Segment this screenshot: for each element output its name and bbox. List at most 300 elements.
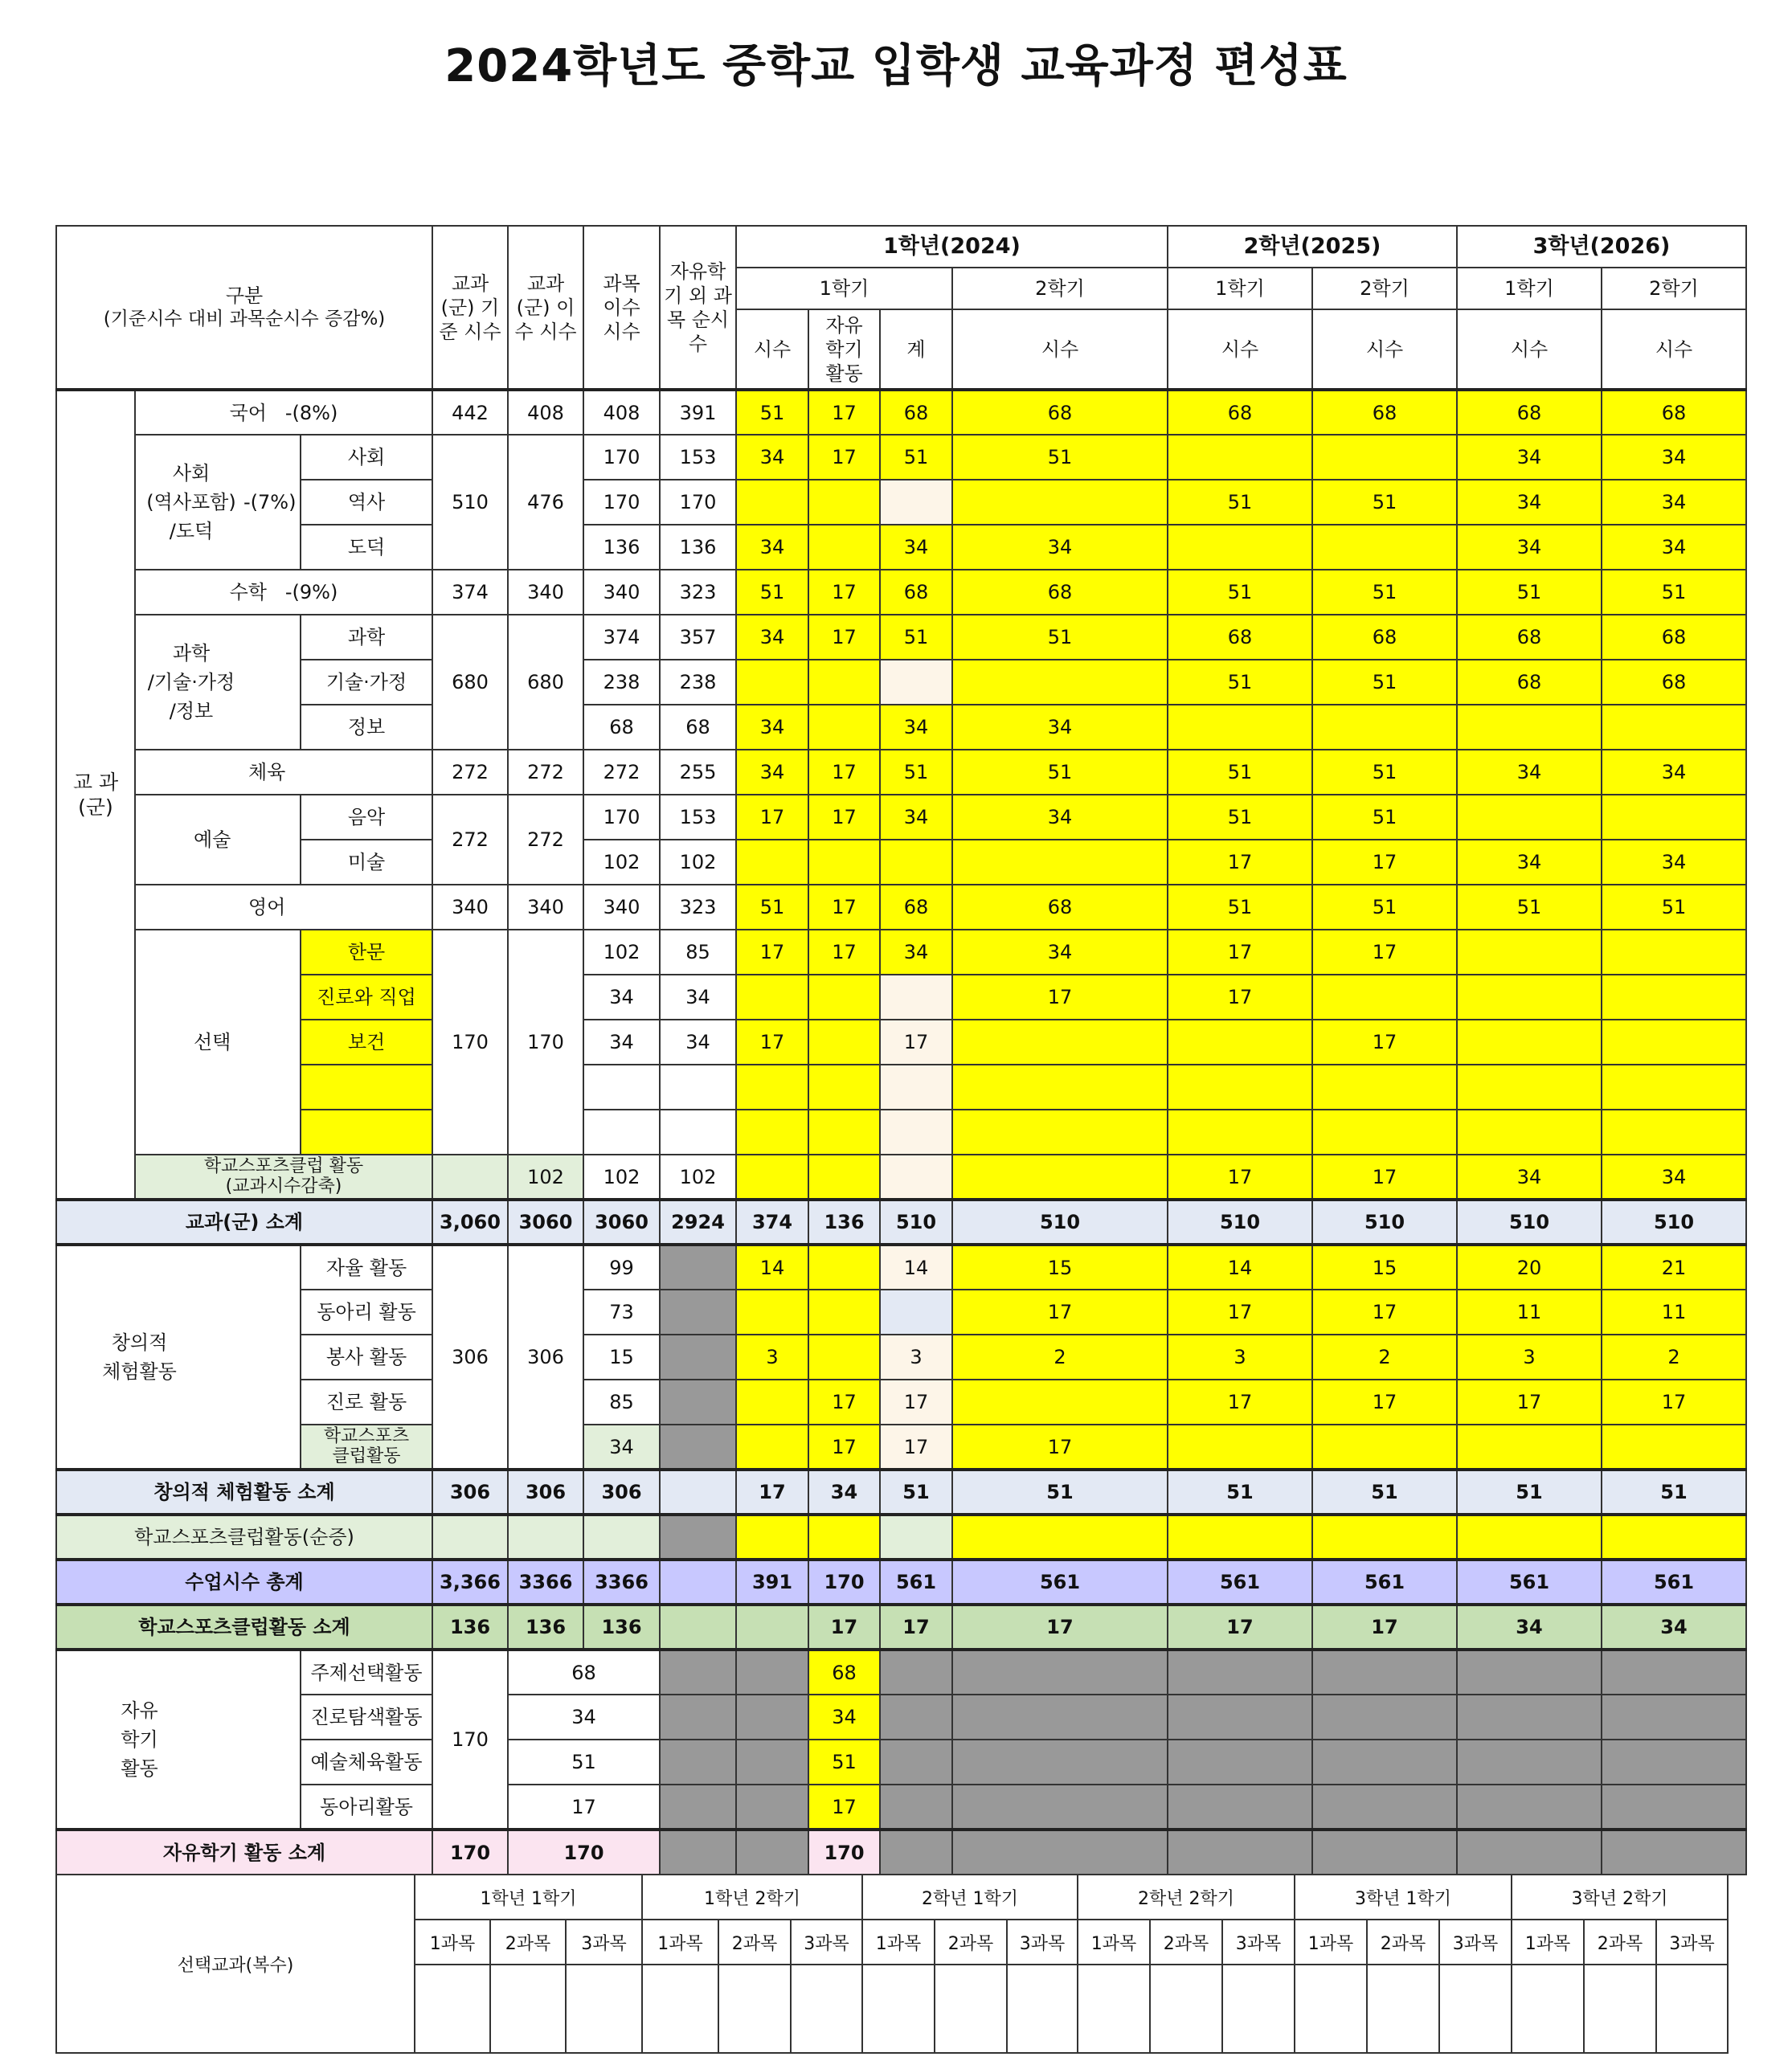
row-autonomy xyxy=(56,1245,1746,1290)
cell-v: 51 xyxy=(736,885,808,930)
cell-v: 68 xyxy=(1168,390,1312,435)
course-cell xyxy=(791,1965,862,2053)
cell-v: 68 xyxy=(1602,615,1746,660)
cell-v: 510 xyxy=(1457,1200,1602,1245)
header-year2: 2학년(2025) xyxy=(1168,226,1457,268)
cell-gray xyxy=(952,1695,1168,1740)
cell-v: 34 xyxy=(880,525,952,570)
course-cell xyxy=(1222,1965,1295,2053)
row-hanmun xyxy=(56,930,1746,975)
cell-free-hours: 51 xyxy=(508,1740,660,1785)
label-service: 봉사 활동 xyxy=(301,1335,432,1380)
cell-v: 51 xyxy=(880,615,952,660)
cell-v: 17 xyxy=(880,1020,952,1065)
cell-net-gray xyxy=(660,1830,736,1875)
course-label: 1과목 xyxy=(1078,1920,1150,1965)
cell-gray xyxy=(736,1830,808,1875)
cell-v: 391 xyxy=(736,1560,808,1605)
cell-v: 15 xyxy=(952,1245,1168,1290)
cell-v: 17 xyxy=(808,1380,880,1425)
cell-subj: 272 xyxy=(583,750,660,795)
cell-base: 3,366 xyxy=(432,1560,508,1605)
label-autonomy: 자율 활동 xyxy=(301,1245,432,1290)
semester-label: 1학년 1학기 xyxy=(415,1875,642,1920)
cell-v: 17 xyxy=(1312,840,1457,885)
label-music: 음악 xyxy=(301,795,432,840)
cell-free-hours: 34 xyxy=(508,1695,660,1740)
cell-v xyxy=(808,1335,880,1380)
cell-v: 11 xyxy=(1457,1290,1602,1335)
row-pe xyxy=(56,750,1746,795)
cell-net-gray xyxy=(660,1515,736,1560)
cell-done: 3366 xyxy=(508,1560,583,1605)
cell-v xyxy=(880,1290,952,1335)
row-career-activity xyxy=(56,1380,1746,1425)
semester-label: 2학년 2학기 xyxy=(1078,1875,1295,1920)
cell-v: 34 xyxy=(1602,480,1746,525)
cell-v xyxy=(952,1155,1168,1200)
cell-gray xyxy=(1168,1650,1312,1695)
cell-v xyxy=(736,480,808,525)
row-science xyxy=(56,615,1746,660)
cell-gray xyxy=(1312,1740,1457,1785)
header-y1-sem2: 2학기 xyxy=(952,268,1168,309)
cell-v: 17 xyxy=(1168,1380,1312,1425)
cell-v: 3 xyxy=(1457,1335,1602,1380)
sci-group-l1: 과학 xyxy=(172,642,211,664)
cell-v: 17 xyxy=(1168,975,1312,1020)
cell-v: 34 xyxy=(736,750,808,795)
cell-v xyxy=(1457,705,1602,750)
cell-v xyxy=(1457,975,1602,1020)
cell-v: 51 xyxy=(1312,480,1457,525)
cell-net: 102 xyxy=(660,840,736,885)
cell-v: 561 xyxy=(1312,1560,1457,1605)
course-cell xyxy=(566,1965,642,2053)
sci-group-l3: /정보 xyxy=(169,700,214,722)
cell-v: 34 xyxy=(808,1470,880,1515)
cell-gray xyxy=(880,1695,952,1740)
cell-gray xyxy=(1602,1695,1746,1740)
label-health: 보건 xyxy=(301,1020,432,1065)
label-free-theme: 주제선택활동 xyxy=(301,1650,432,1695)
free-l2: 학기 xyxy=(121,1728,158,1751)
cell-subj: 99 xyxy=(583,1245,660,1290)
cell-gray xyxy=(1457,1830,1602,1875)
cell-v: 51 xyxy=(736,390,808,435)
cell-v: 34 xyxy=(1602,525,1746,570)
cell-subj: 170 xyxy=(583,435,660,480)
cell-v xyxy=(952,660,1168,705)
row-ethics xyxy=(56,525,1746,570)
course-cell xyxy=(1295,1965,1367,2053)
cell-v xyxy=(1312,1110,1457,1155)
cell-v xyxy=(736,1290,808,1335)
cell-v: 2 xyxy=(1312,1335,1457,1380)
cell-net xyxy=(660,1065,736,1110)
cell-v xyxy=(880,1155,952,1200)
cell-v: 561 xyxy=(1602,1560,1746,1605)
cell-v xyxy=(1457,930,1602,975)
label-elective-group: 선택 xyxy=(135,930,301,1155)
course-cell xyxy=(1656,1965,1728,2053)
cell-gray xyxy=(1602,1650,1746,1695)
cell-v: 17 xyxy=(1602,1380,1746,1425)
cell-v: 68 xyxy=(952,885,1168,930)
cell-v xyxy=(1457,1110,1602,1155)
cell-v xyxy=(1168,1425,1312,1470)
header-y2-sem2: 2학기 xyxy=(1312,268,1457,309)
semester-label: 3학년 1학기 xyxy=(1295,1875,1512,1920)
course-cell xyxy=(718,1965,791,2053)
row-math xyxy=(56,570,1746,615)
cell-v: 34 xyxy=(1457,1155,1602,1200)
cell-net-gray xyxy=(660,1650,736,1695)
korean-pct: -(8%) xyxy=(284,401,338,424)
cell-gray xyxy=(736,1695,808,1740)
cell-net: 85 xyxy=(660,930,736,975)
course-cell xyxy=(1367,1965,1439,2053)
cell-net: 153 xyxy=(660,435,736,480)
cell-v xyxy=(1168,1020,1312,1065)
row-sports-total xyxy=(56,1605,1746,1650)
cell-subj: 340 xyxy=(583,885,660,930)
cell-v: 68 xyxy=(1168,615,1312,660)
cell-v xyxy=(1457,1425,1602,1470)
cell-subj: 136 xyxy=(583,525,660,570)
cell-v: 68 xyxy=(1602,660,1746,705)
cell-subj: 85 xyxy=(583,1380,660,1425)
cell-gray xyxy=(736,1650,808,1695)
cell-free-hours: 17 xyxy=(508,1785,660,1830)
cell-v xyxy=(1312,525,1457,570)
cell-v: 68 xyxy=(1602,390,1746,435)
cell-v: 51 xyxy=(1312,660,1457,705)
cell-v: 34 xyxy=(736,525,808,570)
cell-v: 51 xyxy=(1602,885,1746,930)
cell-v xyxy=(1457,1065,1602,1110)
cell-gray xyxy=(1602,1740,1746,1785)
social-group-l1: 사회 xyxy=(172,462,211,485)
cell-subj: 374 xyxy=(583,615,660,660)
row-creative-total xyxy=(56,1470,1746,1515)
cell-v: 17 xyxy=(808,615,880,660)
cell-v: 51 xyxy=(808,1740,880,1785)
cell-v: 34 xyxy=(952,705,1168,750)
course-label: 1과목 xyxy=(415,1920,490,1965)
label-free-total: 자유학기 활동 소계 xyxy=(56,1830,432,1875)
cell-v xyxy=(736,1425,808,1470)
cell-subj: 136 xyxy=(583,1605,660,1650)
cell-v: 68 xyxy=(1312,390,1457,435)
course-label: 1과목 xyxy=(1512,1920,1584,1965)
cell-v: 68 xyxy=(1312,615,1457,660)
label-elective-plural: 선택교과(복수) xyxy=(56,1875,415,2053)
cell-v: 3 xyxy=(736,1335,808,1380)
row-health xyxy=(56,1020,1746,1065)
cell-v: 68 xyxy=(808,1650,880,1695)
label-pe: 체육 xyxy=(135,750,432,795)
label-sci-group xyxy=(135,615,301,750)
cell-done: 102 xyxy=(508,1155,583,1200)
row-korean xyxy=(56,390,1746,435)
cell-v: 17 xyxy=(1168,1155,1312,1200)
cell-v: 51 xyxy=(1457,570,1602,615)
cell-done: 170 xyxy=(508,930,583,1155)
course-label: 3과목 xyxy=(1439,1920,1512,1965)
row-social xyxy=(56,435,1746,480)
cell-done: 306 xyxy=(508,1470,583,1515)
course-cell xyxy=(1078,1965,1150,2053)
cell-v: 17 xyxy=(1168,1605,1312,1650)
cell-v xyxy=(736,1110,808,1155)
label-sports-total: 학교스포츠클럽활동 소계 xyxy=(56,1605,432,1650)
cell-v xyxy=(1457,1020,1602,1065)
cell-net: 323 xyxy=(660,885,736,930)
cell-gray xyxy=(736,1785,808,1830)
cell-gray xyxy=(880,1830,952,1875)
cell-v xyxy=(808,840,880,885)
cell-done: 272 xyxy=(508,795,583,885)
cell-subj xyxy=(583,1065,660,1110)
cell-v: 510 xyxy=(1168,1200,1312,1245)
cell-subj: 170 xyxy=(583,795,660,840)
cell-v: 51 xyxy=(1312,1470,1457,1515)
cell-v: 14 xyxy=(880,1245,952,1290)
cell-v: 510 xyxy=(1312,1200,1457,1245)
cell-v: 68 xyxy=(952,390,1168,435)
course-label: 2과목 xyxy=(490,1920,566,1965)
cell-v: 17 xyxy=(1312,1020,1457,1065)
sports-act-l2: 클럽활동 xyxy=(332,1445,401,1466)
semester-label: 3학년 2학기 xyxy=(1512,1875,1728,1920)
header-y3s2-hours: 시수 xyxy=(1602,309,1746,390)
header-year1: 1학년(2024) xyxy=(736,226,1168,268)
cell-net-gray xyxy=(660,1245,736,1290)
row-info xyxy=(56,705,1746,750)
cell-subj: 102 xyxy=(583,840,660,885)
cell-v: 510 xyxy=(1602,1200,1746,1245)
course-label: 2과목 xyxy=(1150,1920,1222,1965)
cell-v xyxy=(1168,525,1312,570)
course-label: 1과목 xyxy=(642,1920,718,1965)
cell-v xyxy=(736,1380,808,1425)
label-creative-total: 창의적 체험활동 소계 xyxy=(56,1470,432,1515)
course-label: 2과목 xyxy=(1584,1920,1656,1965)
cell-v xyxy=(736,840,808,885)
row-free-theme xyxy=(56,1650,1746,1695)
cell-subj: 102 xyxy=(583,1155,660,1200)
elective-plural-table xyxy=(55,1874,1729,2054)
cell-v xyxy=(1312,435,1457,480)
cell-v xyxy=(1602,1020,1746,1065)
label-empty xyxy=(301,1065,432,1110)
cell-v xyxy=(1312,1065,1457,1110)
header-free-activity: 자유 학기 활동 xyxy=(808,309,880,390)
label-info: 정보 xyxy=(301,705,432,750)
cell-v: 14 xyxy=(736,1245,808,1290)
cell-net: 170 xyxy=(660,480,736,525)
cell-v xyxy=(880,660,952,705)
cell-done: 340 xyxy=(508,885,583,930)
label-class-total: 수업시수 총계 xyxy=(56,1560,432,1605)
cell-v: 34 xyxy=(1602,840,1746,885)
cell-net-gray xyxy=(660,1380,736,1425)
cell-v xyxy=(1602,930,1746,975)
cell-gray xyxy=(880,1650,952,1695)
cell-v: 34 xyxy=(952,930,1168,975)
cell-v: 170 xyxy=(808,1560,880,1605)
cell-v xyxy=(808,660,880,705)
cell-gray xyxy=(1168,1695,1312,1740)
cell-gray xyxy=(952,1650,1168,1695)
cell-v: 17 xyxy=(736,795,808,840)
cell-v: 136 xyxy=(808,1200,880,1245)
cell-v xyxy=(808,525,880,570)
cell-v xyxy=(1602,975,1746,1020)
label-tech: 기술·가정 xyxy=(301,660,432,705)
cell-v: 51 xyxy=(1168,885,1312,930)
cell-v: 17 xyxy=(952,1290,1168,1335)
header-y3-sem1: 1학기 xyxy=(1457,268,1602,309)
cell-v: 51 xyxy=(736,570,808,615)
label-creative-group xyxy=(56,1245,301,1470)
cell-v xyxy=(952,1110,1168,1155)
cell-v: 17 xyxy=(1168,840,1312,885)
cell-v: 17 xyxy=(808,1785,880,1830)
cell-gray xyxy=(880,1740,952,1785)
cell-v: 15 xyxy=(1312,1245,1457,1290)
cell-v: 17 xyxy=(808,390,880,435)
cell-v: 510 xyxy=(952,1200,1168,1245)
cell-v: 17 xyxy=(1168,930,1312,975)
cell-gray xyxy=(1457,1740,1602,1785)
cell-base xyxy=(432,1155,508,1200)
cell-v xyxy=(1602,1515,1746,1560)
cell-v xyxy=(880,480,952,525)
cell-v: 17 xyxy=(880,1425,952,1470)
course-label: 1과목 xyxy=(1295,1920,1367,1965)
cell-v xyxy=(952,1065,1168,1110)
cell-v: 51 xyxy=(1168,750,1312,795)
cell-net: 255 xyxy=(660,750,736,795)
cell-v xyxy=(736,660,808,705)
math-name: 수학 xyxy=(229,581,267,603)
label-english: 영어 xyxy=(135,885,432,930)
cell-v xyxy=(952,1020,1168,1065)
cell-v: 51 xyxy=(952,1470,1168,1515)
cell-done: 136 xyxy=(508,1605,583,1650)
cell-v: 17 xyxy=(1312,1290,1457,1335)
cell-v: 34 xyxy=(736,705,808,750)
cell-v: 34 xyxy=(952,795,1168,840)
cell-v: 17 xyxy=(808,795,880,840)
cell-v: 51 xyxy=(1457,885,1602,930)
row-career-subject xyxy=(56,975,1746,1020)
cell-v: 51 xyxy=(1168,1470,1312,1515)
cell-subj: 408 xyxy=(583,390,660,435)
cell-gray xyxy=(1457,1785,1602,1830)
row-history xyxy=(56,480,1746,525)
page-title: 2024학년도 중학교 입학생 교육과정 편성표 xyxy=(444,40,1348,92)
cell-base xyxy=(432,1515,508,1560)
course-label: 1과목 xyxy=(862,1920,935,1965)
cell-subj: 15 xyxy=(583,1335,660,1380)
cell-net: 238 xyxy=(660,660,736,705)
cell-v: 17 xyxy=(1312,1380,1457,1425)
cell-v: 34 xyxy=(1457,1605,1602,1650)
cell-v: 17 xyxy=(1312,1605,1457,1650)
cell-v xyxy=(1168,1515,1312,1560)
row-free-club xyxy=(56,1785,1746,1830)
cell-gray xyxy=(1168,1785,1312,1830)
sports-club-l2: (교과시수감축) xyxy=(225,1176,342,1196)
cell-v: 34 xyxy=(1602,435,1746,480)
cell-subj: 3366 xyxy=(583,1560,660,1605)
cell-net: 391 xyxy=(660,390,736,435)
cell-v: 51 xyxy=(1168,795,1312,840)
cell-base: 442 xyxy=(432,390,508,435)
course-cell xyxy=(1439,1965,1512,2053)
cell-gray xyxy=(1168,1740,1312,1785)
cell-done: 340 xyxy=(508,570,583,615)
cell-v: 11 xyxy=(1602,1290,1746,1335)
cell-gray xyxy=(1457,1650,1602,1695)
cell-gray xyxy=(1312,1650,1457,1695)
cell-done: 476 xyxy=(508,435,583,570)
cell-v: 17 xyxy=(808,930,880,975)
cell-v xyxy=(808,1065,880,1110)
cell-v xyxy=(880,1065,952,1110)
cell-gray xyxy=(1602,1830,1746,1875)
korean-name: 국어 xyxy=(229,401,267,424)
cell-v xyxy=(1602,795,1746,840)
sci-group-l2: /기술·가정 xyxy=(147,671,235,693)
cell-v: 17 xyxy=(1312,1155,1457,1200)
cell-gray xyxy=(952,1785,1168,1830)
cell-v: 17 xyxy=(808,750,880,795)
cell-subj: 34 xyxy=(583,975,660,1020)
header-y2s2-hours: 시수 xyxy=(1312,309,1457,390)
cell-v: 17 xyxy=(880,1380,952,1425)
cell-gray xyxy=(1457,1695,1602,1740)
row-club xyxy=(56,1290,1746,1335)
cell-v: 561 xyxy=(952,1560,1168,1605)
cell-v xyxy=(1457,1515,1602,1560)
cell-gray xyxy=(952,1740,1168,1785)
header-gubun xyxy=(56,226,432,390)
cell-gray xyxy=(1312,1785,1457,1830)
cell-subj: 170 xyxy=(583,480,660,525)
label-free-club: 동아리활동 xyxy=(301,1785,432,1830)
cell-subj: 34 xyxy=(583,1425,660,1470)
sports-club-l1: 학교스포츠클럽 활동 xyxy=(203,1156,364,1177)
semester-label: 1학년 2학기 xyxy=(642,1875,862,1920)
cell-v xyxy=(1312,705,1457,750)
cell-done: 306 xyxy=(508,1245,583,1470)
label-hanmun: 한문 xyxy=(301,930,432,975)
cell-net-gray xyxy=(660,1335,736,1380)
cell-v xyxy=(1602,1110,1746,1155)
cell-free-hours: 170 xyxy=(508,1830,660,1875)
cell-net-gray xyxy=(660,1740,736,1785)
cell-net: 323 xyxy=(660,570,736,615)
cell-net xyxy=(660,1110,736,1155)
cell-v: 51 xyxy=(952,615,1168,660)
cell-v xyxy=(736,1515,808,1560)
cell-v: 34 xyxy=(736,615,808,660)
cell-subj: 34 xyxy=(583,1020,660,1065)
